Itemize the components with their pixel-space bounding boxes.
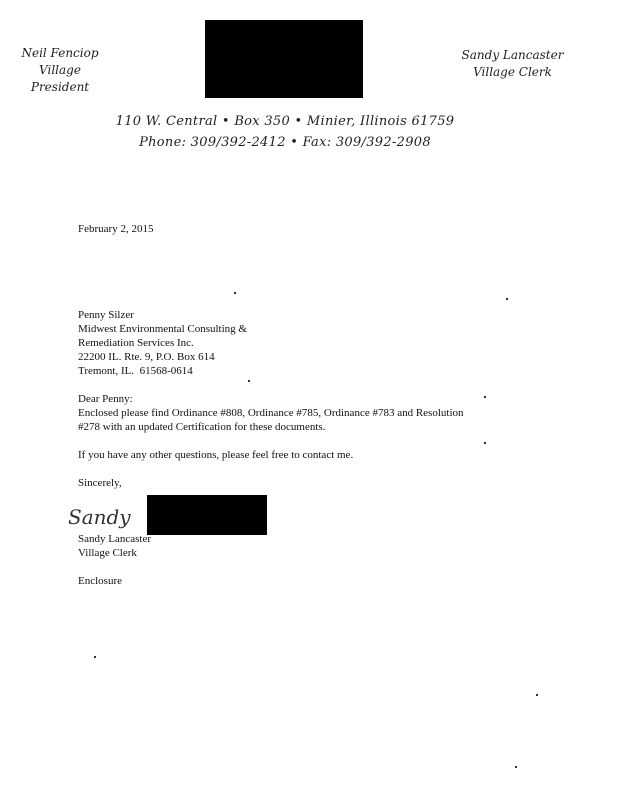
recipient-org-line2: Remediation Services Inc. [78, 337, 194, 349]
redacted-signature [147, 495, 267, 535]
scan-speck [94, 656, 96, 658]
scan-speck [515, 766, 517, 768]
scan-speck [484, 442, 486, 444]
handwritten-signature: Sandy [68, 505, 131, 529]
recipient-block [78, 308, 247, 378]
recipient-org-line1: Midwest Environmental Consulting & [78, 323, 247, 335]
scan-speck [248, 380, 250, 382]
recipient-city: Tremont, IL. 61568-0614 [78, 365, 193, 377]
closing: Sincerely, [78, 477, 122, 489]
body-paragraph [78, 406, 518, 434]
scan-speck [536, 694, 538, 696]
body-line3: If you have any other questions, please feel free to contact me. [78, 449, 354, 461]
scan-speck [234, 292, 236, 294]
signer-title: Village Clerk [78, 547, 137, 559]
redacted-logo [205, 20, 363, 98]
president-name: Neil Fenciop [21, 46, 99, 60]
signer-name: Sandy Lancaster [78, 533, 151, 545]
clerk-name: Sandy Lancaster [461, 48, 564, 62]
enclosure-note: Enclosure [78, 575, 122, 587]
phone-line: Phone: 309/392-2412 • Fax: 309/392-2908 [139, 135, 431, 150]
signer-block [78, 532, 151, 560]
salutation: Dear Penny: [78, 393, 133, 405]
letterhead-president [10, 45, 110, 96]
scan-speck [484, 396, 486, 398]
body-line1: Enclosed please find Ordinance #808, Ordinance #785, Ordinance #783 and Resolution [78, 407, 464, 419]
president-title: Village President [30, 63, 90, 94]
letterhead-clerk [455, 47, 570, 81]
recipient-name: Penny Silzer [78, 309, 134, 321]
recipient-street: 22200 IL. Rte. 9, P.O. Box 614 [78, 351, 215, 363]
body-line2: #278 with an updated Certification for these documents. [78, 421, 326, 433]
clerk-title: Village Clerk [473, 65, 552, 79]
address-line: 110 W. Central • Box 350 • Minier, Illinois 61759 [115, 114, 455, 129]
scan-speck [506, 298, 508, 300]
letter-date: February 2, 2015 [78, 223, 154, 235]
